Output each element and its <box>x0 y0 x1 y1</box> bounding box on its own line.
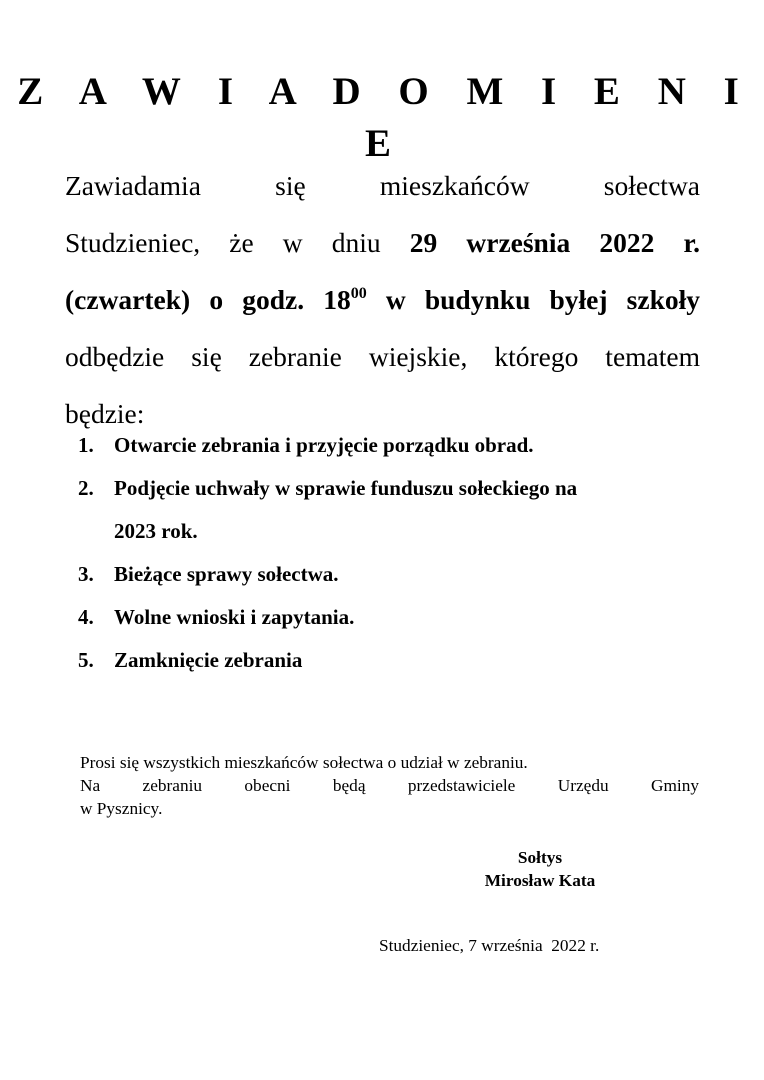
notice-line-4: odbędzie się zebranie wiejskie, którego tematem <box>65 341 700 372</box>
agenda-item <box>78 467 718 553</box>
agenda-item-text: Wolne wnioski i zapytania. <box>114 605 355 629</box>
signature-role: Sołtys <box>517 848 563 867</box>
notice-line-2 <box>65 214 700 271</box>
closing-line-2: Na zebraniu obecni będą przedstawiciele Urzędu Gminy <box>80 776 699 795</box>
notice-line-1 <box>65 157 700 214</box>
agenda-item-text: Bieżące sprawy sołectwa. <box>114 562 339 586</box>
notice-line-3 <box>65 271 700 328</box>
agenda-item <box>78 639 718 682</box>
meeting-location: w budynku byłej szkoły <box>385 284 701 315</box>
document-title: Z A W I A D O M I E N I E <box>17 70 753 165</box>
signature-block <box>440 846 640 892</box>
closing-line-3: w Pysznicy. <box>80 799 163 818</box>
word: Zawiadamia <box>65 170 201 201</box>
word: sołectwa <box>603 170 701 201</box>
agenda-item-text-continued: 2023 rok. <box>114 519 198 543</box>
agenda-item-number: 5. <box>78 648 94 672</box>
word: się <box>275 170 306 201</box>
meeting-day-time <box>65 284 700 315</box>
agenda-item-text: Podjęcie uchwały w sprawie funduszu sołeckiego na <box>114 476 578 500</box>
notice-line-5: będzie: <box>65 398 145 429</box>
agenda-item-text: Zamknięcie zebrania <box>114 648 303 672</box>
signature-name: Mirosław Kata <box>484 871 596 890</box>
agenda-item <box>78 424 718 467</box>
notice-paragraph <box>65 157 700 442</box>
agenda-item <box>78 596 718 639</box>
agenda-item-number: 2. <box>78 476 94 500</box>
word: mieszkańców <box>379 170 530 201</box>
agenda-item-text: Otwarcie zebrania i przyjęcie porządku obrad. <box>114 433 534 457</box>
agenda-item-number: 4. <box>78 605 94 629</box>
meeting-time-minutes: 00 <box>350 285 367 302</box>
notice-line-2-text: Studzieniec, że w dniu <box>65 227 381 258</box>
agenda-list <box>78 424 718 682</box>
place-and-date: Studzieniec, 7 września 2022 r. <box>379 936 600 955</box>
meeting-time: (czwartek) o godz. 18 <box>65 284 351 315</box>
closing-line-1: Prosi się wszystkich mieszkańców sołectwa o udział w zebraniu. <box>80 753 528 772</box>
agenda-item-number: 1. <box>78 433 94 457</box>
agenda-item <box>78 553 718 596</box>
closing-note <box>80 751 699 820</box>
meeting-date: 29 września 2022 r. <box>409 227 701 258</box>
agenda-item-number: 3. <box>78 562 94 586</box>
